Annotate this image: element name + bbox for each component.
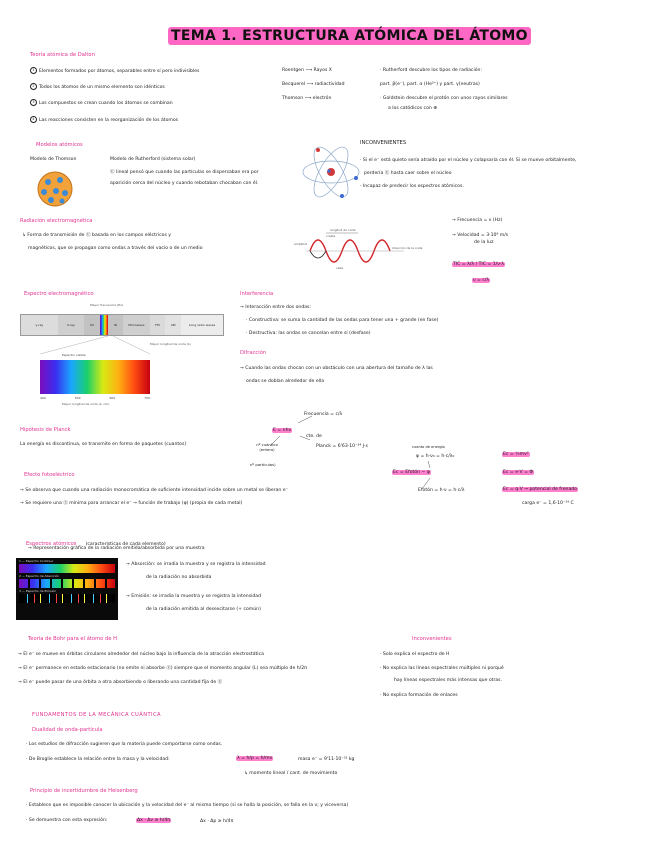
text-line: a los catódicos con ⊕ (388, 105, 438, 111)
text-line: · De Broglie establece la relación entre la masa y la velocidad: (26, 757, 170, 763)
espectros-heading: Espectros atómicos (26, 541, 77, 547)
debroglie-formula: λ = h/p = h/mv (237, 756, 273, 761)
thomson-label: Modelo de Thomson (30, 157, 77, 162)
espectro-em-heading: Espectro electromagnético (24, 291, 94, 297)
cuanto-label: cuanto de energía (412, 445, 445, 449)
text-line: → El e⁻ puede pasar de una órbita a otra absorbiendo o liberando una cantidad fija de Ⓔ (18, 680, 223, 686)
dalton-heading: Teoría atómica de Dalton (30, 52, 95, 58)
visible-axis-label: Mayor longitud de onda (λ, nm) (62, 402, 110, 406)
list-item: 2 Todos los átomos de un mismo elemento son idénticos (30, 83, 199, 91)
bohr-heading: Teoría de Bohr para el átomo de H (28, 636, 117, 642)
velocidad-text-2: de la luz (474, 240, 494, 245)
n-label: nº cuántico (entero) (256, 442, 278, 452)
heisenberg-heading: Principio de incertidumbre de Heisenberg (30, 788, 138, 794)
direction-label: dirección de la onda (392, 246, 423, 250)
text-line: → Se requiere una Ⓔ mínima para arrancar el e⁻ → función de trabajo (φ) (propia de cada metal) (20, 501, 243, 507)
spectrum-label: 1 — Espectro Continuo (19, 559, 54, 563)
ec-side-4: carga e⁻ = 1,6·10⁻¹⁹ C (522, 501, 574, 506)
text-line: → Se observa que cuando una radiación monocromática de suficiente intensidad incide sobre un metal se liberan e⁻ (20, 488, 289, 493)
espectros-note: (características de cada elemento) (85, 542, 166, 547)
text-line: · Se demuestra con esta expresión: (26, 818, 108, 824)
spectrum-label: 3 — Espectro de Emisión (19, 589, 57, 593)
list-item: Thomson ⟶ electrón (282, 96, 332, 102)
text-line: magnéticos, que se propagan como ondas a través del vacío o de un medio (28, 246, 203, 252)
top-axis-label: Mayor frecuencia (Hz) (90, 303, 124, 307)
n-parts: nº partículas) (250, 462, 276, 467)
ec-formula: Ec = Efotón − φ (393, 470, 430, 475)
interferencia-heading: Interferencia (240, 291, 274, 297)
crest-label: cresta (326, 234, 336, 238)
text-line: de la radiación no absorbida (146, 575, 212, 581)
text-line: · Si el e⁻ está quieto sería atraído por el núcleo y colapsaría con él. Si se mueve orbitalmente, (360, 158, 577, 163)
planck-value: Planck = 6'63·10⁻³⁴ J·s (316, 444, 368, 449)
planck-heading: Hipótesis de Planck (20, 427, 71, 433)
band-label: FM (150, 315, 166, 335)
text-line: → Interacción entre dos ondas: (240, 305, 312, 310)
text-line: → Cuando las ondas chocan con un obstáculo con una abertura del tamaño de λ las (240, 366, 433, 371)
modelos-heading: Modelos atómicos (36, 142, 83, 148)
spectrum-label: 2 — Espectro de Absorción (19, 574, 60, 578)
formula-tic: TIC = λ/λ / TIC = 1/ν·λ (453, 262, 504, 267)
mecanica-heading: FUNDAMENTOS DE LA MECÁNICA CUÁNTICA (32, 712, 161, 718)
ec-side-2: Ec = e·V = Φ (503, 470, 534, 475)
text-line: · No explica formación de enlaces (380, 692, 458, 698)
text-line: de la radiación emitida al desexcitarse (+ común) (146, 607, 261, 613)
list-item: 4 Las reacciones consisten en la reorganización de los átomos (30, 116, 199, 124)
text-line: ondas se doblan alrededor de ella (246, 379, 325, 385)
frecuencia-text: → Frecuencia = ν (Hz) (452, 218, 503, 223)
page-title: TEMA 1. ESTRUCTURA ATÓMICA DEL ÁTOMO (168, 28, 531, 44)
text-line: aparición cerca del núcleo y cuando rebotaban chocaban con él. (110, 181, 259, 187)
difraccion-heading: Difracción (240, 350, 267, 356)
band-label: AM (165, 315, 181, 335)
cte-label: cte. de (306, 434, 322, 439)
band-label: X-ray (58, 315, 84, 335)
fotoelectrico-heading: Efecto fotoeléctrico (24, 472, 75, 478)
text-line: → Absorción: se irradia la muestra y se registra la intensidad (126, 562, 266, 567)
tick-label: 400 (40, 396, 46, 400)
list-item: 1 Elementos formados por átomos, separables entre sí pero indivisibles (30, 67, 199, 75)
phi-formula: φ = h·ν₀ = h·c/λ₀ (416, 454, 455, 459)
text-line: · Constructiva: se suma la cantidad de las ondas para tener una + grande (en fase) (246, 318, 439, 324)
planck-line: La energía es discontinua, se transmite en forma de paquetes (cuantos) (20, 442, 187, 447)
inconvenientes-heading: INCONVENIENTES (360, 140, 407, 146)
text-line: hay líneas espectrales más intensas que otras. (394, 678, 503, 684)
velocidad-text: → Velocidad = 3·10⁸ m/s (452, 233, 509, 238)
bottom-axis-label: Mayor longitud de onda (λ) (150, 342, 191, 346)
text-line: ↳ Forma de transmisión de Ⓔ basada en los campos eléctricos y (22, 233, 172, 238)
heisenberg-formula-2: Δx · Δp ≥ h/4π (200, 819, 234, 824)
text-line: Ⓔ lineal pensó que cuando las partículas se dispersaban era por (110, 170, 259, 175)
text-line: · No explica las líneas espectrales múltiples ni porqué (380, 666, 504, 672)
rutherford-label: Modelo de Rutherford (sistema solar) (110, 157, 196, 162)
planck-formula: E = nhν (273, 428, 292, 433)
text-line: perdería Ⓔ hasta caer sobre el núcleo (364, 171, 452, 177)
list-item: Roentgen ⟶ Rayos X (282, 68, 332, 73)
band-label: UV (84, 315, 100, 335)
formula-nu: ν = c/λ (473, 278, 490, 283)
tick-label: 500 (74, 396, 81, 400)
dualidad-heading: Dualidad de onda-partícula (32, 727, 103, 733)
text-line: · Incapaz de predecir los espectros atómicos. (360, 184, 464, 190)
text-line: · Establece que es imposible conocer la ubicación y la velocidad del e⁻ al mismo tiempo (si se halla la posición, se falla en la v; y viceversa) (26, 803, 349, 808)
text-line: part. β(e⁻), part. α (He²⁺) y part. γ(neutras) (380, 82, 480, 88)
wavelength-label: longitud de onda (330, 228, 356, 232)
text-line: · Destructiva: las ondas se cancelan entre sí (desfase) (246, 331, 371, 337)
tick-label: 700 (144, 396, 150, 400)
ec-side-1: Ec = ½mv² (503, 452, 529, 457)
text-line: · Solo explica el espectro de H (380, 652, 450, 657)
text-line: · Rutherford descubre los tipos de radiación: (380, 68, 483, 73)
heisenberg-formula: Δx · Δv ≥ h/4π (137, 818, 171, 823)
band-label: IR (108, 315, 124, 335)
ec-side-3: Ec = q·V → potencial de frenado (503, 487, 577, 492)
band-label: Microwave (123, 315, 149, 335)
text-line: → El e⁻ se mueve en órbitas circulares alrededor del núcleo bajo la influencia de la atracción electrostática (18, 652, 264, 657)
list-item: 3 Los compuestos se crean cuando los átomos se combinan (30, 99, 199, 107)
frecuencia-formula: Frecuencia = c/λ (304, 412, 343, 417)
momento-text: ↳ momento lineal / cant. de movimiento (244, 771, 338, 776)
masa-text: masa e⁻ = 9'11·10⁻³¹ kg (298, 757, 355, 762)
efoton-formula: Efotón = h·ν = h·c/λ (418, 488, 465, 493)
text-line: · Los estudios de difracción sugieren que la materia puede comportarse como ondas. (26, 742, 223, 747)
bohr-inconvenientes-heading: Inconvenientes (412, 636, 452, 642)
text-line: · Goldstein descubre el protón con unos rayos similares (380, 96, 508, 102)
band-label: γ-ray (21, 315, 58, 335)
amplitude-label: amplitud (294, 242, 308, 246)
radiacion-heading: Radiación electromagnética (20, 218, 93, 224)
tick-label: 600 (109, 396, 116, 400)
espectros-def: → Representación gráfica de la radiación emitida/absorbida por una muestra (28, 546, 205, 551)
visible-label: Espectro visible (62, 353, 86, 357)
text-line: → El e⁻ permanece en estado estacionario (no emite ni absorbe Ⓔ) siempre que el momento angular (L) sea múltiplo de h/2π (18, 666, 307, 672)
band-label: Long radio waves (181, 315, 223, 335)
trough-label: valle (336, 266, 344, 270)
list-item: Becquerel ⟶ radiactividad (282, 82, 345, 88)
text-line: → Emisión: se irradia la muestra y se registra la intensidad (126, 594, 262, 599)
